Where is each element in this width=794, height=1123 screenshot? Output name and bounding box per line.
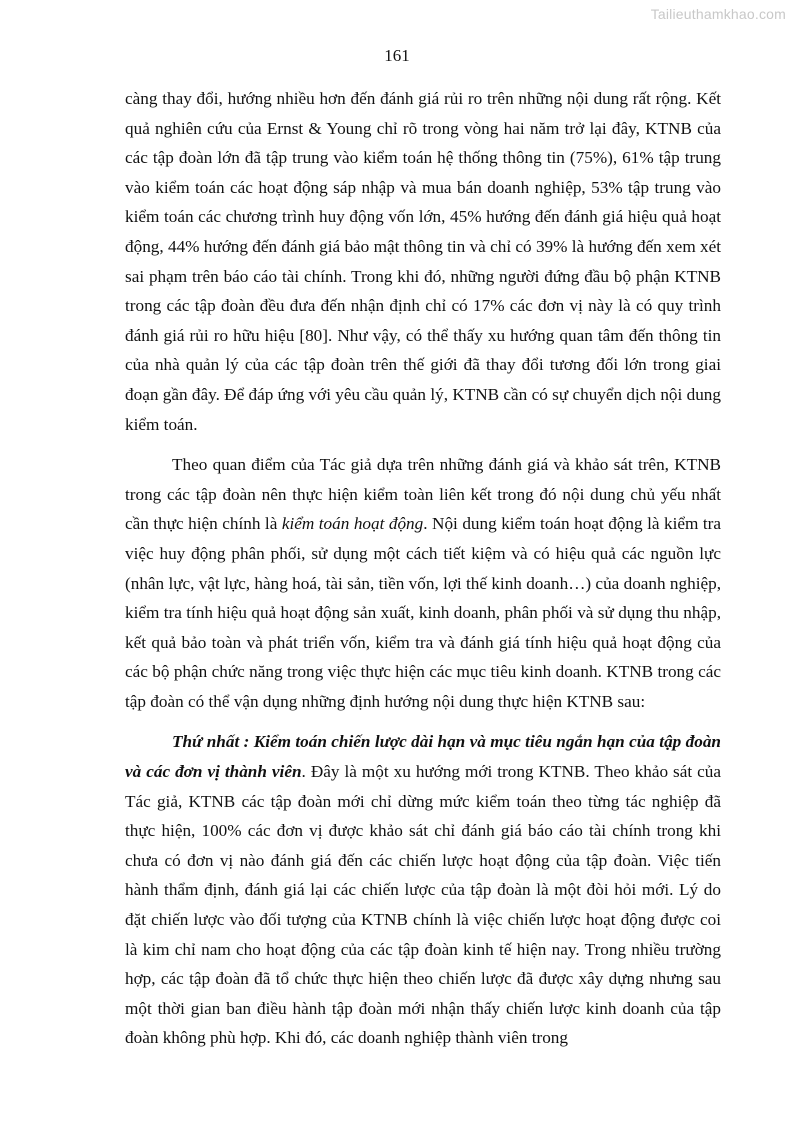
paragraph-2-text-b: . Nội dung kiểm toán hoạt động là kiểm tra việc huy động phân phối, sử dụng một cách tiết kiệm và có hiệu quả các nguồn lực (nhân lực, vật lực, hàng hoá, tài sản, tiền vốn, lợi thế kinh doanh…) của doanh nghiệp, kiểm tra tính hiệu quả hoạt động sản xuất, kinh doanh, phân phối và sử dụng thu nhập, kết quả bảo toàn và phát triển vốn, kiểm tra và đánh giá tính hiệu quả hoạt động của các bộ phận chức năng trong việc thực hiện các mục tiêu kinh doanh. KTNB trong các tập đoàn có thể vận dụng những định hướng nội dung thực hiện KTNB sau:	[125, 514, 721, 711]
page-number: 161	[384, 46, 410, 65]
paragraph-2	[125, 450, 721, 716]
watermark: Tailieuthamkhao.com	[650, 6, 786, 22]
paragraph-3-heading: Thứ nhất : Kiểm toán chiến lược dài hạn và mục tiêu ngắn hạn của tập đoàn và các đơn vị thành viên	[125, 732, 721, 782]
paragraph-3	[125, 727, 721, 1053]
paragraph-2-emphasis: kiểm toán hoạt động	[281, 514, 424, 534]
document-body	[125, 84, 721, 1064]
paragraph-3-text: . Đây là một xu hướng mới trong KTNB. Theo khảo sát của Tác giả, KTNB các tập đoàn mới chỉ dừng mức kiểm toán theo từng tác nghiệp đã thực hiện, 100% các đơn vị được khảo sát chỉ đánh giá báo cáo tài chính trong khi chưa có đơn vị nào đánh giá đến các chiến lược hoạt động của tập đoàn. Việc tiến hành thẩm định, đánh giá lại các chiến lược của tập đoàn là một đòi hỏi mới. Lý do đặt chiến lược vào đối tượng của KTNB chính là việc chiến lược hoạt động được coi là kim chỉ nam cho hoạt động của các tập đoàn kinh tế hiện nay. Trong nhiều trường hợp, các tập đoàn đã tổ chức thực hiện theo chiến lược đã được xây dựng nhưng sau một thời gian ban điều hành tập đoàn mới nhận thấy chiến lược kinh doanh của tập đoàn không phù hợp. Khi đó, các doanh nghiệp thành viên trong	[125, 762, 721, 1048]
paragraph-2-text-a: Theo quan điểm của Tác giả dựa trên những đánh giá và khảo sát trên, KTNB trong các tập đoàn nên thực hiện kiểm toàn liên kết trong đó nội dung chủ yếu nhất cần thực hiện chính là	[125, 455, 721, 534]
paragraph-1: càng thay đổi, hướng nhiều hơn đến đánh giá rủi ro trên những nội dung rất rộng. Kết quả nghiên cứu của Ernst & Young chỉ rõ trong vòng hai năm trở lại đây, KTNB của các tập đoàn lớn đã tập trung vào kiểm toán hệ thống thông tin (75%), 61% tập trung vào kiểm toán các hoạt động sáp nhập và mua bán doanh nghiệp, 53% tập trung vào kiểm toán các chương trình huy động vốn lớn, 45% hướng đến đánh giá hiệu quả hoạt động, 44% hướng đến đánh giá bảo mật thông tin và chỉ có 39% là hướng đến xem xét sai phạm trên báo cáo tài chính. Trong khi đó, những người đứng đầu bộ phận KTNB trong các tập đoàn đều đưa đến nhận định chỉ có 17% các đơn vị này là có quy trình đánh giá rủi ro hữu hiệu [80]. Như vậy, có thể thấy xu hướng quan tâm đến thông tin của nhà quản lý của các tập đoàn trên thế giới đã thay đổi tương đối lớn trong giai đoạn gần đây. Để đáp ứng với yêu cầu quản lý, KTNB cần có sự chuyển dịch nội dung kiểm toán.	[125, 89, 721, 434]
